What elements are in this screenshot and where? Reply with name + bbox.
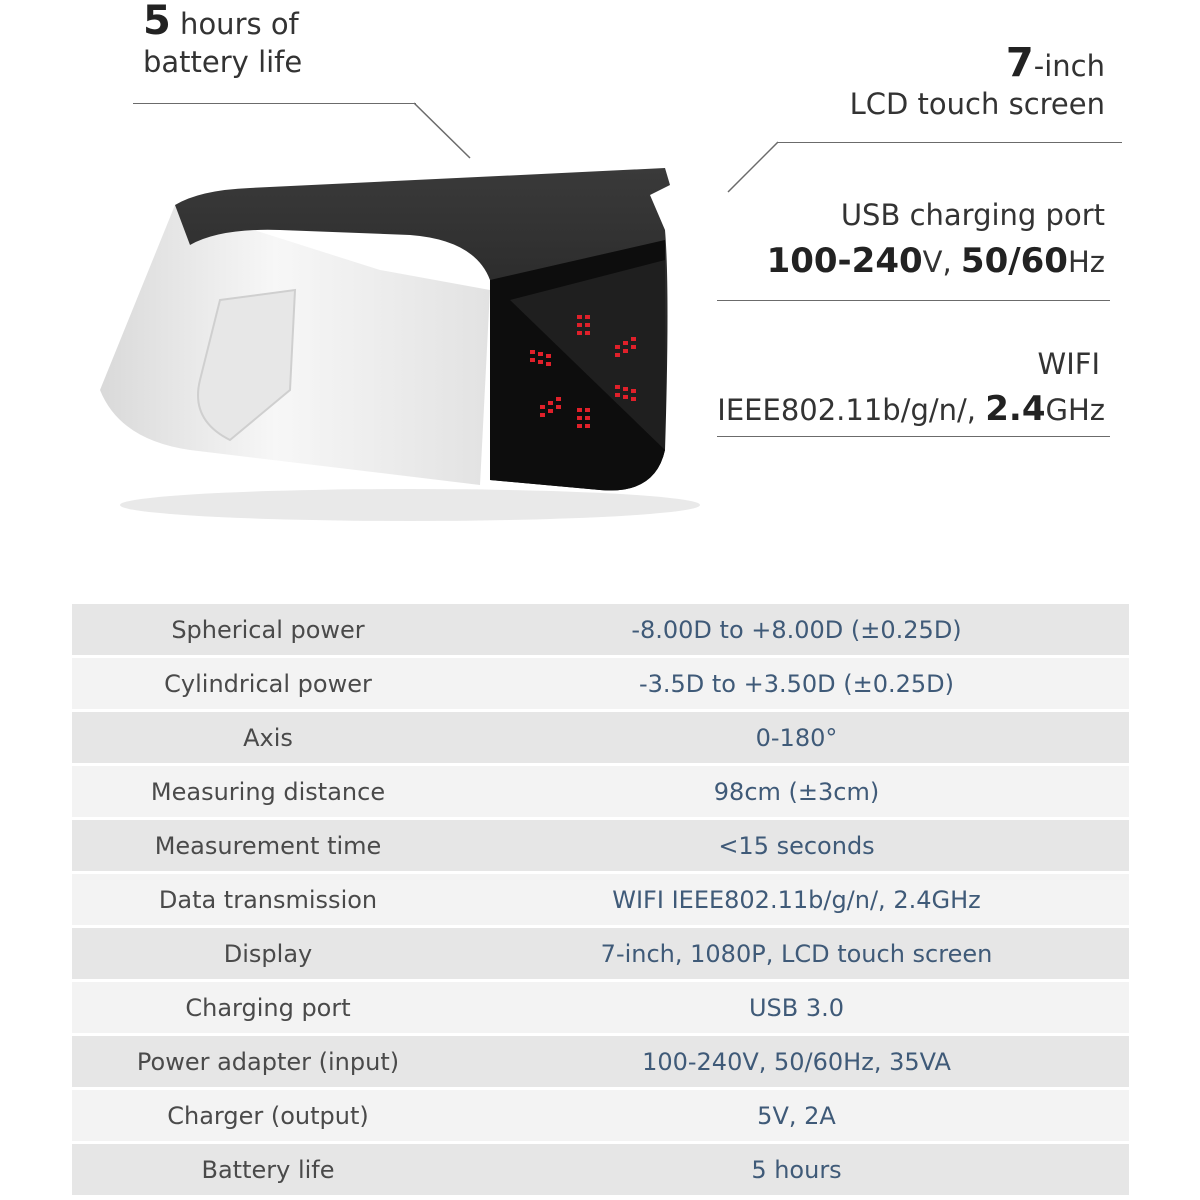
spec-label: Charging port xyxy=(185,993,351,1022)
spec-label: Power adapter (input) xyxy=(136,1047,400,1076)
screen-line2: LCD touch screen xyxy=(849,87,1105,121)
screen-unit: -inch xyxy=(1033,49,1105,83)
table-row xyxy=(72,712,1129,766)
spec-label: Measurement time xyxy=(154,831,382,860)
spec-value: 100-240V, 50/60Hz, 35VA xyxy=(642,1047,951,1076)
table-row xyxy=(72,982,1129,1036)
table-row xyxy=(72,1144,1129,1198)
screen-number: 7 xyxy=(1005,40,1034,86)
wifi-standard: IEEE802.11b/g/n/, xyxy=(717,393,986,427)
spec-label: Charger (output) xyxy=(167,1101,369,1130)
spec-label: Display xyxy=(223,939,313,968)
table-row xyxy=(72,604,1129,658)
device-shadow xyxy=(120,489,700,521)
spec-table xyxy=(72,604,1129,1198)
spec-value: <15 seconds xyxy=(718,831,875,860)
table-row xyxy=(72,928,1129,982)
wifi-band: 2.4 xyxy=(985,389,1046,429)
battery-leader-line xyxy=(410,98,480,164)
wifi-rule xyxy=(717,436,1110,437)
battery-line2: battery life xyxy=(143,45,303,79)
battery-line1: hours of xyxy=(170,7,299,41)
callout-wifi xyxy=(1038,345,1100,383)
power-voltage-unit: V, xyxy=(922,245,961,279)
callout-screen xyxy=(849,40,1105,123)
spec-label: Data transmission xyxy=(158,885,378,914)
wifi-line1: WIFI xyxy=(1037,347,1100,381)
power-frequency-unit: Hz xyxy=(1067,245,1105,279)
wifi-band-unit: GHz xyxy=(1045,393,1105,427)
spec-label: Measuring distance xyxy=(150,777,386,806)
power-frequency: 50/60 xyxy=(960,241,1068,281)
spec-value: 7-inch, 1080P, LCD touch screen xyxy=(600,939,993,968)
device-illustration xyxy=(80,150,720,530)
spec-value: USB 3.0 xyxy=(748,993,845,1022)
screen-leader-line xyxy=(722,138,782,198)
table-row xyxy=(72,820,1129,874)
table-row xyxy=(72,874,1129,928)
callout-wifi-standard xyxy=(717,390,1105,429)
table-row xyxy=(72,1036,1129,1090)
callout-battery xyxy=(143,2,302,81)
callout-power xyxy=(767,196,1105,281)
spec-value: -3.5D to +3.50D (±0.25D) xyxy=(638,669,955,698)
spec-label: Battery life xyxy=(201,1155,335,1184)
power-voltage: 100-240 xyxy=(766,241,923,281)
spec-value: 98cm (±3cm) xyxy=(713,777,880,806)
table-row xyxy=(72,1090,1129,1144)
spec-value: WIFI IEEE802.11b/g/n/, 2.4GHz xyxy=(612,885,981,914)
spec-label: Spherical power xyxy=(171,615,365,644)
table-row xyxy=(72,766,1129,820)
battery-rule xyxy=(133,103,416,104)
spec-value: -8.00D to +8.00D (±0.25D) xyxy=(631,615,962,644)
spec-value: 5V, 2A xyxy=(757,1101,836,1130)
spec-label: Axis xyxy=(243,723,293,752)
table-row xyxy=(72,658,1129,712)
device-body xyxy=(100,205,490,485)
spec-label: Cylindrical power xyxy=(164,669,372,698)
screen-rule xyxy=(777,142,1122,143)
power-rule xyxy=(717,300,1110,301)
battery-number: 5 xyxy=(143,0,171,44)
power-line1: USB charging port xyxy=(840,198,1105,232)
spec-value: 5 hours xyxy=(751,1155,842,1184)
spec-value: 0-180° xyxy=(755,723,838,752)
